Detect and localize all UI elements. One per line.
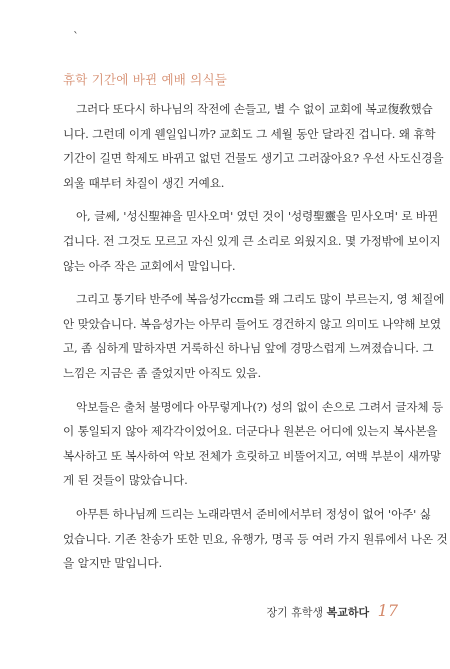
running-footer	[266, 601, 398, 620]
text-line: 아무튼 하나님께 드리는 노래라면서 준비에서부터 정성이 없어 '아주' 싫	[76, 506, 431, 521]
text-line: 을 알지만 말입니다.	[63, 556, 163, 571]
footer-title: 장기 휴학생	[266, 606, 324, 619]
text-line: 복사하고 또 복사하여 악보 전체가 흐릿하고 비뚤어지고, 여백 부분이 새까맣	[63, 448, 441, 463]
paragraph-1	[63, 97, 444, 195]
text-line: 안 맞았습니다. 복음성가는 아무리 들어도 경건하지 않고 의미도 나약해 보였	[63, 316, 441, 331]
text-line: 그리고 통기타 반주에 복음성가ccm를 왜 그리도 많이 부르는지, 영 체질에	[76, 292, 445, 307]
text-line: 그러다 또다시 하나님의 작전에 손들고, 별 수 없이 교회에 복교復敎했습	[76, 102, 433, 116]
text-line: 었습니다. 기존 찬송가 또한 민요, 유행가, 명곡 등 여러 가지 원류에서 나온 것	[63, 531, 448, 546]
text-line: 이 통일되지 않아 제각각이었어요. 더군다나 원본은 어디에 있는지 복사본을	[63, 424, 438, 439]
page-number: 17	[377, 601, 398, 620]
text-line: 않는 아주 작은 교회에서 말입니다.	[63, 258, 236, 273]
text-line: 악보들은 출처 불명에다 아무렇게나(?) 성의 없이 손으로 그려서 글자체 등	[76, 399, 444, 414]
text-line: 니다. 그런데 이게 웬일입니까? 교회도 그 세월 동안 달라진 겁니다. 왜 휴학	[63, 126, 436, 141]
paragraph-5	[63, 502, 448, 576]
text-line: 고, 좀 심하게 말하자면 거룩하신 하나님 앞에 경망스럽게 느껴졌습니다. 그	[63, 341, 434, 356]
text-line: 겁니다. 전 그것도 모르고 자신 있게 큰 소리로 외웠지요. 몇 가정밖에 보이지	[63, 233, 441, 248]
text-line: 아, 글쎄, '성신聖神을 믿사오며' 였던 것이 '성령聖靈을 믿사오며' 로 바뀐	[76, 209, 439, 224]
section-heading: 휴학 기간에 바뀐 예배 의식들	[63, 72, 227, 87]
footer-title-bold: 복교하다	[326, 606, 370, 619]
text-line: 기간이 길면 학제도 바뀌고 없던 건물도 생기고 그러잖아요? 우선 사도신경을	[63, 151, 444, 166]
paragraph-2	[63, 204, 441, 278]
corner-mark: `	[73, 30, 79, 44]
paragraph-3	[63, 287, 445, 385]
text-line: 느낌은 지금은 좀 줄었지만 아직도 있음.	[63, 365, 262, 380]
paragraph-4	[63, 395, 444, 493]
text-line: 게 된 것들이 많았습니다.	[63, 473, 188, 488]
body-text	[63, 97, 448, 585]
text-line: 외울 때부터 차질이 생긴 거예요.	[63, 175, 225, 190]
